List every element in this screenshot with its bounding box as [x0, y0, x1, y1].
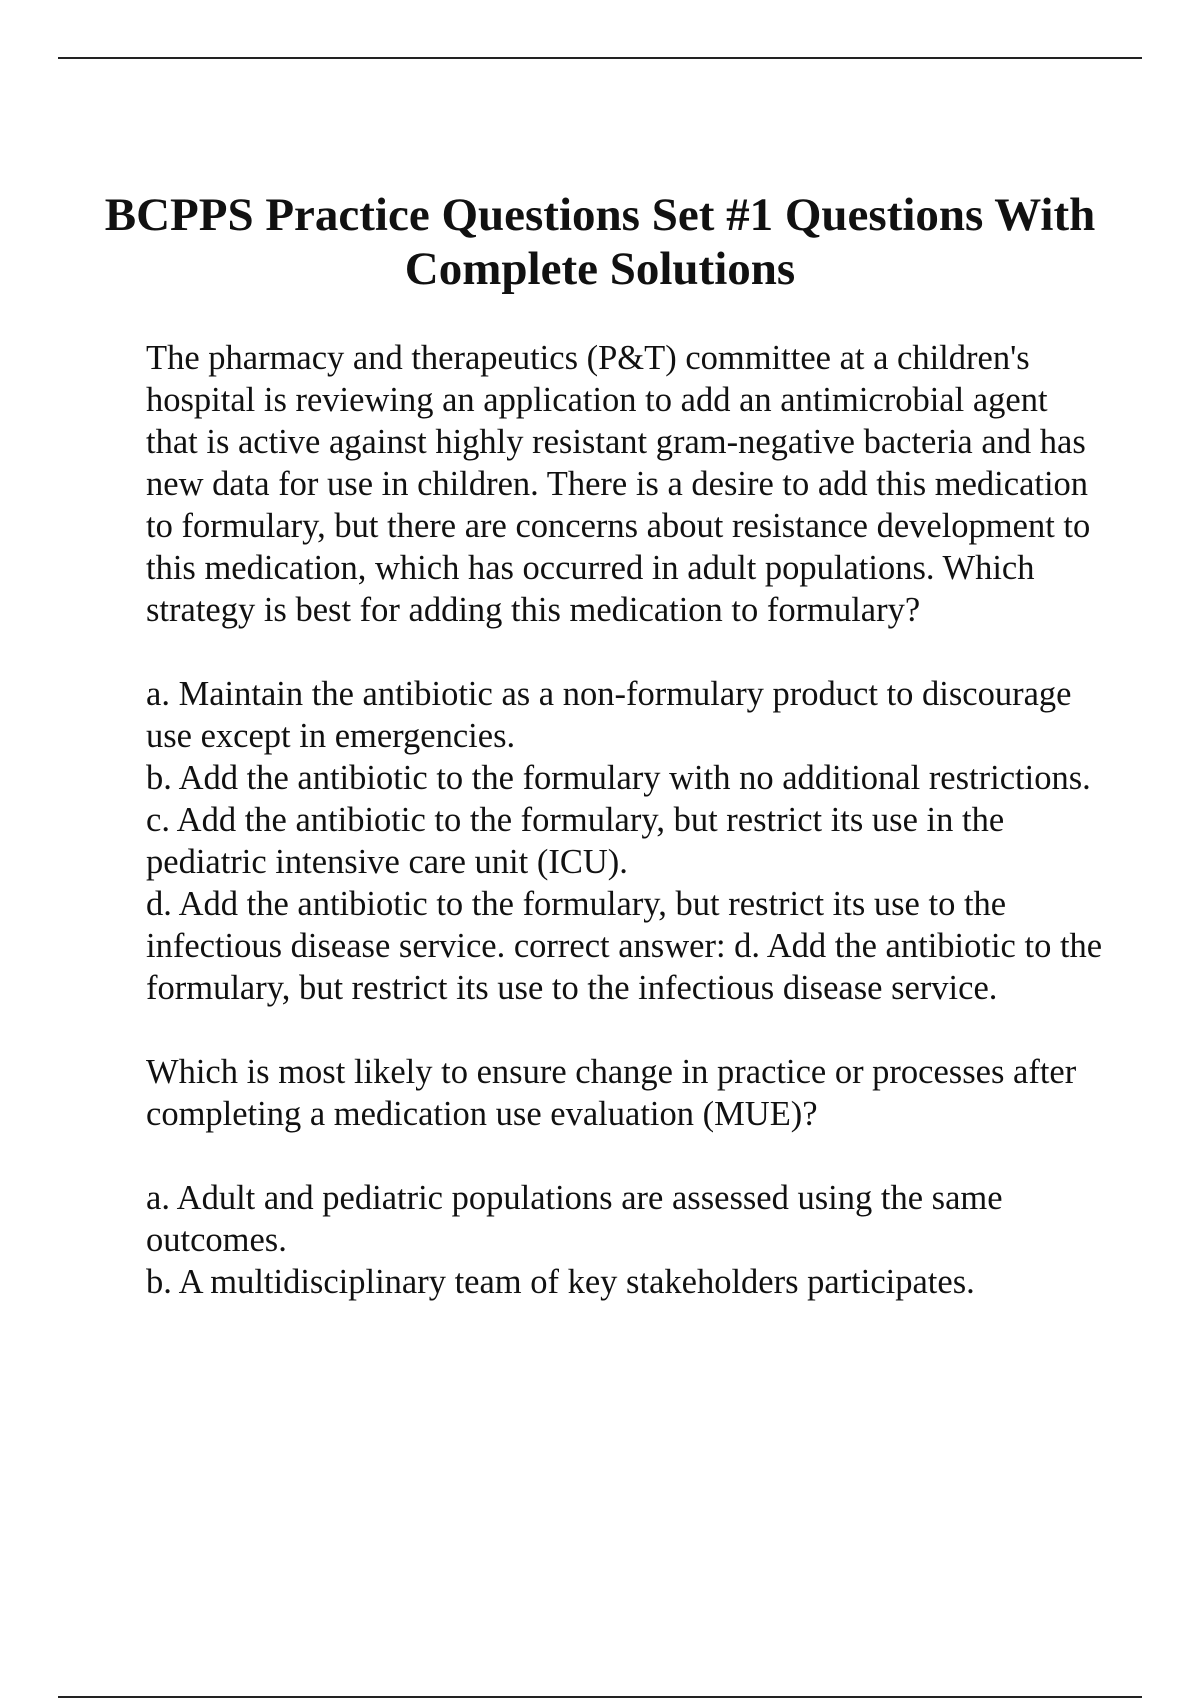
question-1-option-a: a. Maintain the antibiotic as a non-formulary product to discourage use except in emergencies.: [146, 675, 1072, 755]
spacer: [146, 631, 1106, 673]
question-1-option-c: c. Add the antibiotic to the formulary, but restrict its use in the pediatric intensive care unit (ICU).: [146, 801, 1005, 881]
question-2-stem: Which is most likely to ensure change in practice or processes after completing a medication use evaluation (MUE)?: [146, 1053, 1077, 1133]
spacer: [146, 1135, 1106, 1177]
question-2-option-b: b. A multidisciplinary team of key stakeholders participates.: [146, 1263, 975, 1301]
bottom-rule: [58, 1696, 1142, 1698]
document-body: [146, 337, 1106, 1303]
document-title: BCPPS Practice Questions Set #1 Questions With Complete Solutions: [104, 189, 1096, 295]
question-1-stem: The pharmacy and therapeutics (P&T) committee at a children's hospital is reviewing an application to add an antimicrobial agent that is active against highly resistant gram-negative bacteria and has new data for use in children. There is a desire to add this medication to formulary, but there are concerns about resistance development to this medication, which has occurred in adult populations. Which strategy is best for adding this medication to formulary?: [146, 339, 1091, 629]
question-1-option-b: b. Add the antibiotic to the formulary with no additional restrictions.: [146, 759, 1091, 797]
top-rule: [58, 57, 1142, 59]
question-1-option-d-with-answer: d. Add the antibiotic to the formulary, but restrict its use to the infectious disease service. correct answer: d. Add the antibiotic to the formulary, but restrict its use to the infectious disease service.: [146, 885, 1103, 1007]
spacer: [146, 1009, 1106, 1051]
question-2-option-a: a. Adult and pediatric populations are assessed using the same outcomes.: [146, 1179, 1003, 1259]
